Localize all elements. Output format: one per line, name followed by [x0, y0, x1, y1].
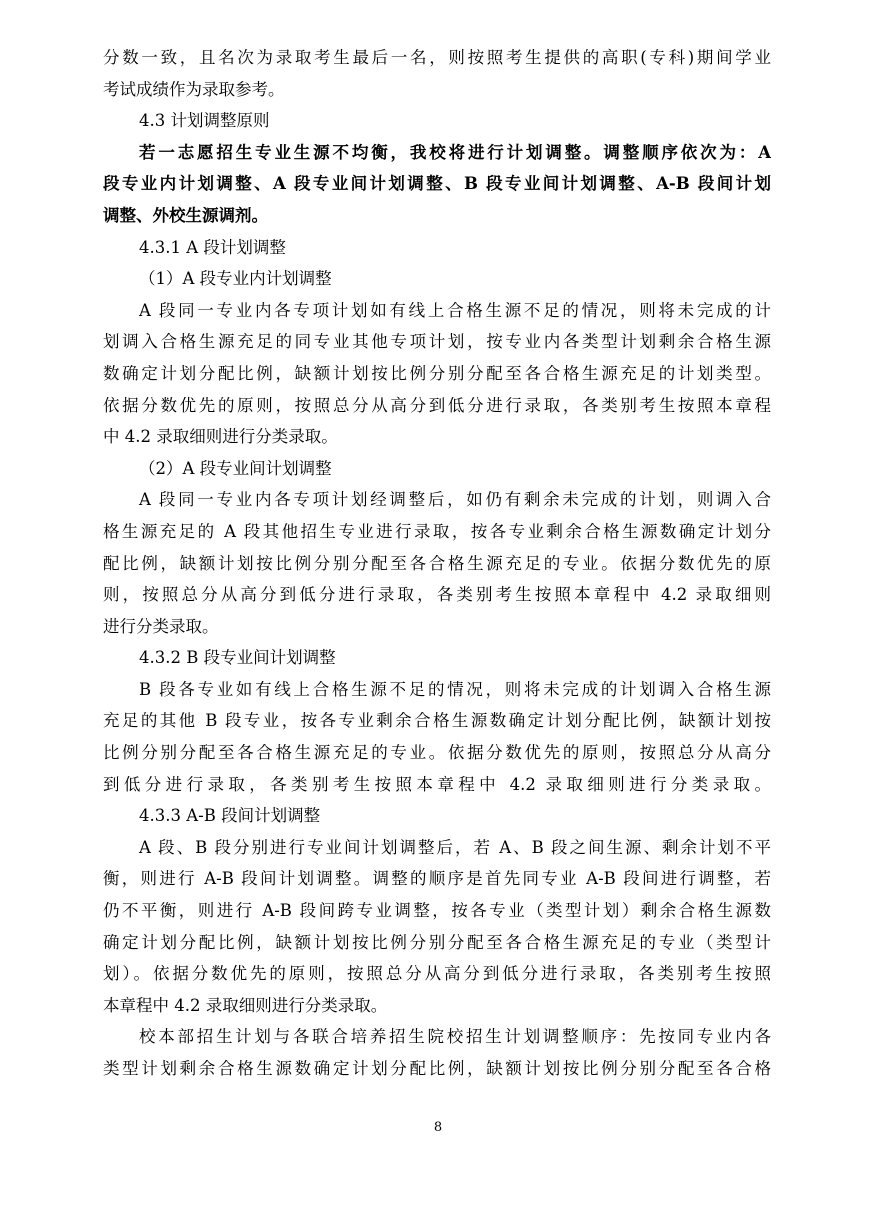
section-heading: 4.3.1 A 段计划调整: [139, 237, 286, 257]
text-line: 类型计划剩余合格生源数确定计划分配比例，缺额计划按比例分别分配至各合格: [103, 1059, 771, 1078]
text-line: 若一志愿招生专业生源不均衡，我校将进行计划调整。调整顺序依次为：A: [139, 142, 771, 162]
text-line: 中 4.2 录取细则进行分类录取。: [103, 427, 338, 447]
text-line: 划）。依据分数优先的原则，按照总分从高分到低分进行录取，各类别考生按照: [103, 964, 771, 984]
text-line: 数确定计划分配比例，缺额计划按比例分别分配至各合格生源充足的计划类型。: [103, 363, 771, 383]
text-line: 配比例，缺额计划按比例分别分配至各合格生源充足的专业。依据分数优先的原: [103, 553, 771, 573]
text-line: 充足的其他 B 段专业，按各专业剩余合格生源数确定计划分配比例，缺额计划按: [103, 711, 771, 731]
section-heading: 4.3.2 B 段专业间计划调整: [139, 648, 336, 668]
text-line: 仍不平衡，则进行 A-B 段间跨专业调整，按各专业（类型计划）剩余合格生源数: [103, 901, 771, 921]
text-line: 确定计划分配比例，缺额计划按比例分别分配至各合格生源充足的专业（类型计: [103, 932, 771, 952]
subsection-heading: （2）A 段专业间计划调整: [139, 458, 332, 478]
text-line: A 段同一专业内各专项计划经调整后，如仍有剩余未完成的计划，则调入合: [139, 490, 771, 510]
text-line: 到低分进行录取，各类别考生按照本章程中 4.2 录取细则进行分类录取。: [103, 774, 771, 794]
text-line: A 段同一专业内各专项计划如有线上合格生源不足的情况，则将未完成的计: [139, 300, 771, 320]
text-line: 则，按照总分从高分到低分进行录取，各类别考生按照本章程中 4.2 录取细则: [103, 585, 771, 605]
section-heading: 4.3.3 A-B 段间计划调整: [139, 806, 321, 826]
text-line: 段专业内计划调整、A 段专业间计划调整、B 段专业间计划调整、A-B 段间计划: [103, 174, 771, 194]
text-line: 校本部招生计划与各联合培养招生院校招生计划调整顺序：先按同专业内各: [139, 1027, 771, 1047]
text-line: 考试成绩作为录取参考。: [103, 79, 285, 99]
text-line: B 段各专业如有线上合格生源不足的情况，则将未完成的计划调入合格生源: [139, 679, 771, 699]
text-line: 进行分类录取。: [103, 616, 219, 636]
text-line: A 段、B 段分别进行专业间计划调整后，若 A、B 段之间生源、剩余计划不平: [139, 837, 771, 857]
text-line: 衡，则进行 A-B 段间计划调整。调整的顺序是首先同专业 A-B 段间进行调整，若: [103, 869, 771, 889]
subsection-heading: （1）A 段专业内计划调整: [139, 269, 332, 289]
text-line: 分数一致，且名次为录取考生最后一名，则按照考生提供的高职(专科)期间学业: [103, 48, 771, 67]
text-line: 划调入合格生源充足的同专业其他专项计划，按专业内各类型计划剩余合格生源: [103, 332, 771, 352]
text-line: 依据分数优先的原则，按照总分从高分到低分进行录取，各类别考生按照本章程: [103, 395, 771, 415]
text-line: 格生源充足的 A 段其他招生专业进行录取，按各专业剩余合格生源数确定计划分: [103, 521, 771, 541]
text-line: 比例分别分配至各合格生源充足的专业。依据分数优先的原则，按照总分从高分: [103, 743, 771, 763]
document-body: [103, 42, 771, 1085]
text-line: 调整、外校生源调剂。: [103, 205, 268, 225]
section-heading: 4.3 计划调整原则: [139, 111, 270, 131]
text-line: 本章程中 4.2 录取细则进行分类录取。: [103, 995, 388, 1015]
page-number: 8: [433, 1120, 443, 1135]
